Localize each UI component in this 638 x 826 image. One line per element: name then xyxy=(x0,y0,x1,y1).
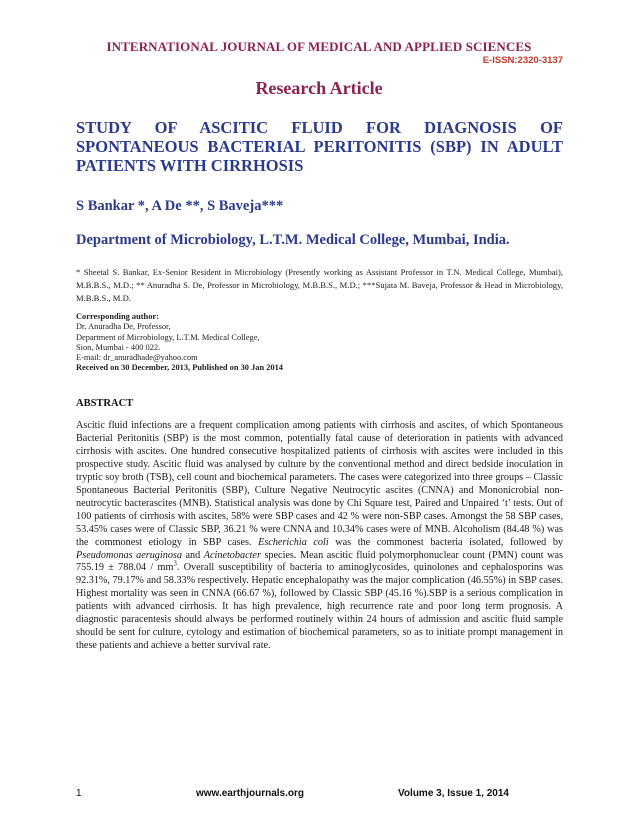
abstract-species-pseudomonas: Pseudomonas aeruginosa xyxy=(76,549,182,561)
abstract-text-5: . Overall susceptibility of bacteria to aminoglycosides, quinolones and cephalosporins was 92.31%, 79.17% and 58.33% respectively. Hepatic encephalopathy was the major complication (46.55%) in SBP cases. Highest mortality was seen in CNNA (66.67 %), followed by Classic SBP (45.16 %).SBP is a serious complication in patients with advanced cirrhosis. It has high prevalence, high recurrence rate and poor long term prognosis. A diagnostic paracentesis should always be performed routinely within 24 hours of admission and ascitic fluid sample should be sent for culture, cytology and estimation of biochemical parameters, so as to initiate prompt management in these patients and achieve a better survival rate. xyxy=(76,562,563,652)
abstract-text-1: Ascitic fluid infections are a frequent complication among patients with cirrhosis and ascites, of which Spontaneous Bacterial Peritonitis (SBP) is the most common, potentially fatal cause of deterioration in patients with advanced cirrhosis with ascites. One hundred consecutive hospitalized patients of cirrhosis with ascites were included in this prospective study. Ascitic fluid was analysed by culture by the conventional method and direct bedside inoculation in tryptic soy broth (TSB), cell count and biochemical parameters. The cases were categorized into three groups – Classic Spontaneous Bacterial Peritonitis (SBP), Culture Negative Neutrocytic ascites (CNNA) and Mononicrobial non-neutrocytic bacterascites (MNB). Statistical analysis was done by Chi Square test, Paired and Unpaired ‘t’ tests. Out of 100 patients of cirrhosis with ascites, 58% were SBP cases and 42 % were non-SBP cases. Amongst the 58 SBP cases, 53.45% cases were of Classic SBP, 36.21 % were CNNA and 10.34% cases were of MNB. Alcoholism (84.48 %) was the commonest etiology in SBP cases. xyxy=(76,420,563,548)
department: Department of Microbiology, L.T.M. Medical College, Mumbai, India. xyxy=(76,232,510,248)
abstract-body xyxy=(76,420,563,653)
corresponding-name: Dr. Anuradha De, Professor, xyxy=(76,322,171,332)
article-type: Research Article xyxy=(255,78,383,98)
abstract-superscript: 3 xyxy=(173,560,177,569)
abstract-species-ecoli: Escherichia coli xyxy=(258,536,329,548)
volume-issue: Volume 3, Issue 1, 2014 xyxy=(398,788,509,799)
corresponding-address: Sion, Mumbai - 400 022. xyxy=(76,342,161,352)
abstract-text-2: was the commonest bacteria isolated, followed by xyxy=(328,536,564,548)
page-number: 1 xyxy=(76,788,82,799)
abstract-text-3: and xyxy=(181,549,204,561)
corresponding-label: Corresponding author: xyxy=(76,312,159,321)
abstract-text-4: species. Mean ascitic fluid polymorphonuclear count (PMN) count was 755.19 ± 788.04 / mm xyxy=(76,549,563,574)
corresponding-email[interactable]: E-mail: dr_anuradhade@yahoo.com xyxy=(76,353,198,363)
corresponding-dept: Department of Microbiology, L.T.M. Medical College, xyxy=(76,332,260,342)
abstract-heading: ABSTRACT xyxy=(76,398,134,409)
journal-name: INTERNATIONAL JOURNAL OF MEDICAL AND APPLIED SCIENCES xyxy=(106,39,532,54)
received-dates: Received on 30 December, 2013, Published on 30 Jan 2014 xyxy=(76,363,283,373)
corresponding-author-block xyxy=(76,312,563,374)
abstract-species-acinetobacter: Acinetobacter xyxy=(203,549,261,561)
paper-title: STUDY OF ASCITIC FLUID FOR DIAGNOSIS OF SPONTANEOUS BACTERIAL PERITONITIS (SBP) IN ADULT PATIENTS WITH CIRRHOSIS xyxy=(76,118,563,175)
author-list: S Bankar *, A De **, S Baveja*** xyxy=(76,198,284,214)
issn-label: E-ISSN:2320-3137 xyxy=(482,55,563,66)
author-affiliations: * Sheetal S. Bankar, Ex-Senior Resident in Microbiology (Presently working as Assistant Professor in T.N. Medical College, Mumbai), M.B.B.S., M.D.; ** Anuradha S. De, Professor in Microbiology, M.B.B.S., M.D.; ***Sujata M. Baveja, Professor & Head in Microbiology, M.B.B.S., M.D. xyxy=(76,267,563,303)
journal-url[interactable]: www.earthjournals.org xyxy=(196,788,304,799)
